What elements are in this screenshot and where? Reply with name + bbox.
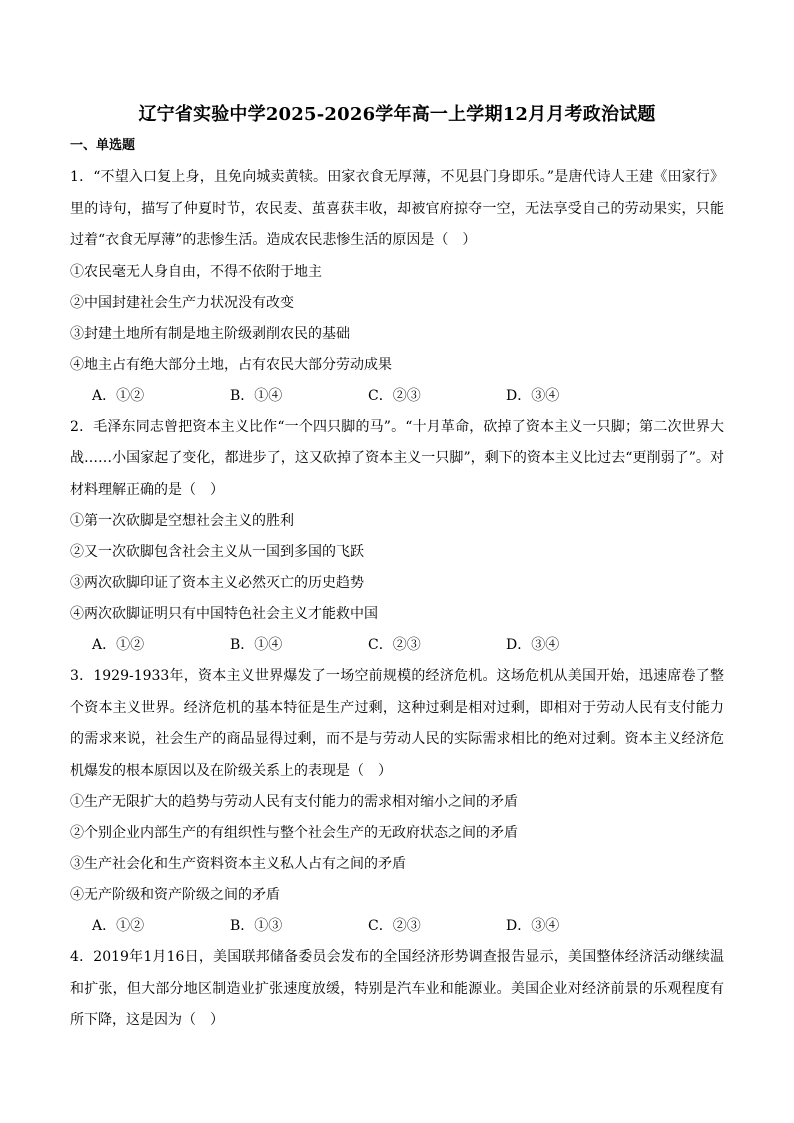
statement: ①第一次砍脚是空想社会主义的胜利 xyxy=(70,513,294,529)
statement-list xyxy=(70,787,724,911)
option-d: D．③④ xyxy=(506,387,560,404)
statement: ④无产阶级和资产阶级之间的矛盾 xyxy=(70,887,280,903)
statement-list xyxy=(70,506,724,630)
option-c: C．②③ xyxy=(368,918,421,934)
statement: ③封建土地所有制是地主阶级剥削农民的基础 xyxy=(70,325,350,342)
statement: ①农民毫无人身自由，不得不依附于地主 xyxy=(70,263,322,280)
question-2 xyxy=(70,412,724,662)
option-a: A．①② xyxy=(92,387,145,404)
option-b: B．①④ xyxy=(230,387,283,404)
statement-list xyxy=(70,257,724,381)
answer-options xyxy=(70,381,724,412)
question-stem: 2．毛泽东同志曾把资本主义比作“一个四只脚的马”。“十月革命，砍掉了资本主义一只脚；第二次世界大战……小国家起了变化，都进步了，这又砍掉了资本主义一只脚”，剩下的资本主义比过去“更削弱了”。对材料理解正确的是（ ） xyxy=(70,418,724,498)
statement: ②又一次砍脚包含社会主义从一国到多国的飞跃 xyxy=(70,544,364,560)
option-c: C．②③ xyxy=(368,387,421,404)
question-stem: 4．2019年1月16日，美国联邦储备委员会发布的全国经济形势调查报告显示，美国整体经济活动继续温和扩张，但大部分地区制造业扩张速度放缓，特别是汽车业和能源业。美国企业对经济前景的乐观程度有所下降，这是因为（ ） xyxy=(70,949,724,1028)
option-d: D．③④ xyxy=(506,637,560,653)
section-heading: 一、单选题 xyxy=(70,138,136,153)
question-3 xyxy=(70,661,724,942)
question-stem: 1．“不望入口复上身，且免向城卖黄犊。田家衣食无厚薄，不见县门身即乐。”是唐代诗人王建《田家行》里的诗句，描写了仲夏时节，农民麦、茧喜获丰收，却被官府掠夺一空，无法享受自己的劳动果实，只能过着“衣食无厚薄”的悲惨生活。造成农民悲惨生活的原因是（ ） xyxy=(70,169,724,248)
option-a: A．①② xyxy=(92,918,145,934)
option-b: B．①④ xyxy=(230,637,283,653)
statement: ②中国封建社会生产力状况没有改变 xyxy=(70,294,294,311)
statement: ①生产无限扩大的趋势与劳动人民有支付能力的需求相对缩小之间的矛盾 xyxy=(70,794,518,810)
answer-options xyxy=(70,911,724,942)
option-a: A．①② xyxy=(92,637,145,653)
question-1 xyxy=(70,162,724,412)
exam-title: 辽宁省实验中学2025-2026学年高一上学期12月月考政治试题 xyxy=(138,104,656,125)
statement: ④地主占有绝大部分土地，占有农民大部分劳动成果 xyxy=(70,356,392,373)
question-4 xyxy=(70,942,724,1037)
statement: ③两次砍脚印证了资本主义必然灭亡的历史趋势 xyxy=(70,575,364,591)
option-d: D．③④ xyxy=(506,918,560,934)
question-stem: 3．1929-1933年，资本主义世界爆发了一场空前规模的经济危机。这场危机从美国开始，迅速席卷了整个资本主义世界。经济危机的基本特征是生产过剩，这种过剩是相对过剩，即相对于劳动人民有支付能力的需求来说，社会生产的商品显得过剩，而不是与劳动人民的实际需求相比的绝对过剩。资本主义经济危机爆发的根本原因以及在阶级关系上的表现是（ ） xyxy=(70,668,724,779)
answer-options xyxy=(70,630,724,661)
option-b: B．①③ xyxy=(230,918,283,934)
statement: ③生产社会化和生产资料资本主义私人占有之间的矛盾 xyxy=(70,856,406,872)
statement: ④两次砍脚证明只有中国特色社会主义才能救中国 xyxy=(70,606,378,622)
option-c: C．②③ xyxy=(368,637,421,653)
statement: ②个别企业内部生产的有组织性与整个社会生产的无政府状态之间的矛盾 xyxy=(70,825,518,841)
